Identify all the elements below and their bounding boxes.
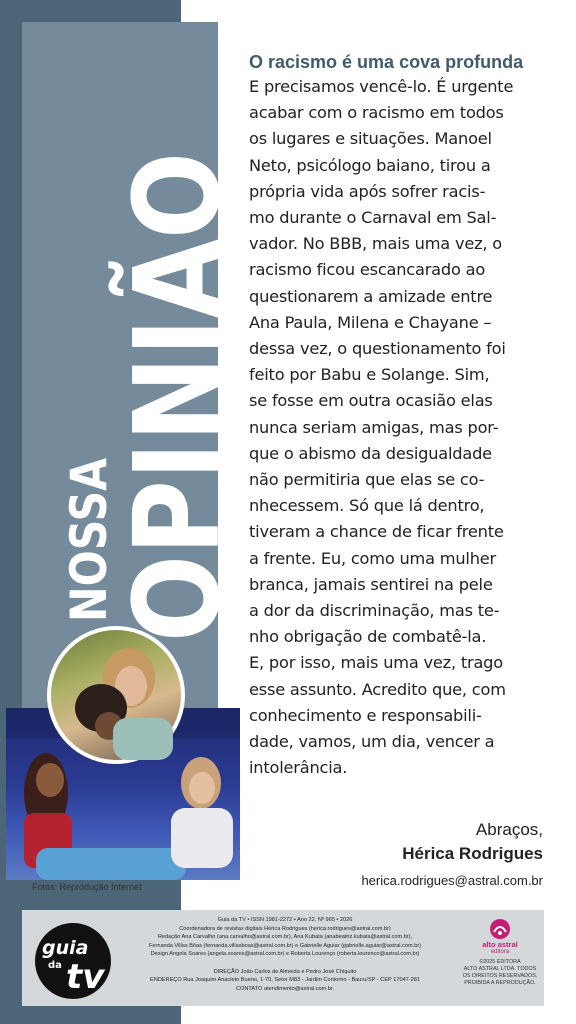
credit-line: Fernanda Villas Bôas (fernanda.villasboas@astral.com.br) e Gabrielle Aguiar (gabrielle.aguiar@astral.com.br): [148, 942, 422, 949]
legal-line: OS DIREITOS RESERVADOS.: [462, 973, 538, 979]
legal-line: ALTO ASTRAL LTDA. TODOS: [463, 966, 537, 972]
article-line: esse assunto. Acredito que, com: [249, 679, 506, 699]
copyright-notice: [460, 959, 540, 987]
publisher-block: [460, 918, 540, 987]
article-line: Neto, psicólogo baiano, tirou a: [249, 155, 491, 175]
article-line: E precisamos vencê-lo. É urgente: [249, 77, 514, 96]
article-line: branca, jamais sentirei na pele: [249, 574, 493, 594]
article-line: dessa vez, o questionamento foi: [249, 339, 506, 359]
alto-astral-icon: [489, 918, 511, 940]
publisher-sub: editora: [490, 949, 510, 955]
author-name: Hérica Rodrigues: [402, 844, 543, 863]
article-line: vador. No BBB, mais uma vez, o: [249, 234, 502, 254]
article-line: mo durante o Carnaval em Sal-: [249, 208, 497, 228]
article-line: nho obrigação de combatê-la.: [249, 627, 487, 647]
credit-line: [120, 959, 450, 968]
signoff-greeting: Abraços,: [475, 820, 543, 839]
article-line: não permitiria que elas se co-: [249, 470, 485, 490]
article-line: E, por isso, mais uma vez, trago: [249, 653, 503, 673]
article-line: os lugares e situações. Manoel: [249, 129, 492, 149]
article-line: a frente. Eu, como uma mulher: [249, 548, 496, 568]
credit-line: Guia da TV • ISSN 1981-2272 • Ano 22, Nº 965 • 2026: [217, 917, 353, 923]
logo-word-guia: guia: [42, 937, 89, 959]
article-line: nunca seriam amigas, mas por-: [249, 417, 499, 437]
article-line: feito por Babu e Solange. Sim,: [249, 365, 490, 385]
article-line: conhecimento e responsabili-: [249, 705, 482, 725]
credit-line: Design Angela Soares (angela.soares@astral.com.br) e Roberta Lourenço (roberta.lourenco@astral.com.br): [150, 951, 420, 958]
article-line: Ana Paula, Milena e Chayane –: [249, 312, 492, 332]
article-body: [249, 74, 549, 781]
article-line: própria vida após sofrer racis-: [249, 181, 486, 201]
photo-credit: Fotos: Reprodução Internet: [32, 882, 142, 892]
credit-line: Redação Ana Carvalho (ana.carvalho@astral.com.br), Ana Kubata (anabeatriz.kubata@astral.com.br),: [157, 934, 413, 941]
author-email[interactable]: herica.rodrigues@astral.com.br: [361, 873, 543, 888]
credit-line: ENDEREÇO Rua Joaquim Anacleto Bueno, 1-70, Setor M83 - Jardim Contorno - Bauru/SP - CEP 17047-281: [150, 977, 420, 984]
article-line: racismo ficou escancarado ao: [249, 260, 486, 280]
credit-line: DIREÇÃO João Carlos de Almeida e Pedro José Chiquito: [213, 968, 357, 975]
banner-word-opiniao: OPINIÃO: [108, 77, 246, 642]
credit-line: CONTATO atendimento@astral.com.br.: [235, 985, 334, 992]
legal-line: PROIBIDA A REPRODUÇÃO.: [464, 980, 536, 986]
article-line: acabar com o racismo em todos: [249, 103, 504, 123]
article-line: a dor da discriminação, mas te-: [249, 601, 500, 621]
article-line: questionarem a amizade entre: [249, 286, 493, 306]
logo-word-da: da: [48, 960, 62, 971]
photo-hug: [47, 626, 185, 764]
banner-word-nossa: NOSSA: [60, 429, 118, 622]
credit-line: Coordenadora de revistas digitais Hérica Rodrigues (herica.rodrigues@astral.com.br): [179, 925, 391, 932]
article-line: dade, vamos, um dia, vencer a: [249, 732, 495, 752]
article-line: tiveram a chance de ficar frente: [249, 522, 504, 542]
article-line: intolerância.: [249, 758, 348, 778]
article-line: se fosse em outra ocasião elas: [249, 391, 493, 411]
article-line: nhecessem. Só que lá dentro,: [249, 496, 485, 516]
publisher-name: alto astral: [482, 940, 518, 949]
masthead-footer: [22, 910, 544, 1006]
signoff: [361, 818, 543, 892]
logo-word-tv: tv: [66, 957, 105, 997]
article-title: O racismo é uma cova profunda: [249, 52, 524, 72]
article-line: que o abismo da desigualdade: [249, 443, 492, 463]
masthead-credits: [120, 916, 450, 993]
editorial-article: [249, 50, 549, 781]
guia-da-tv-logo: [34, 922, 112, 1000]
legal-line: ©2025 EDITORA: [479, 959, 521, 965]
